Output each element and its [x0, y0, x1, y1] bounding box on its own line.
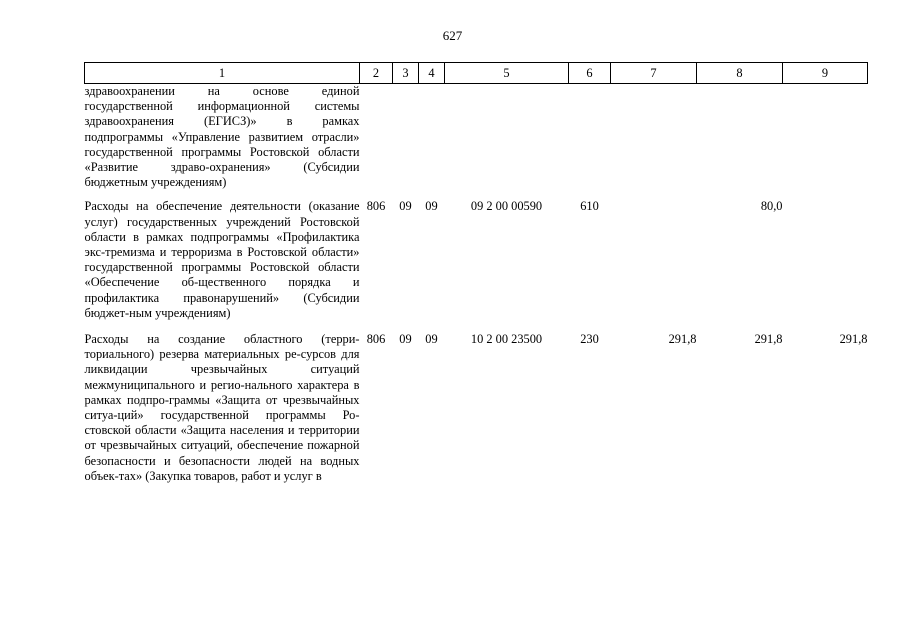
cell-ministry: 806 — [366, 332, 386, 347]
cell-ministry: 806 — [366, 199, 386, 214]
header-col-9: 9 — [783, 63, 868, 84]
header-col-8: 8 — [697, 63, 783, 84]
cell-amount-col7: 291,8 — [668, 332, 697, 347]
cell-section — [393, 84, 419, 200]
header-col-6: 6 — [569, 63, 611, 84]
row-description: Расходы на создание областного (терри-ториального) резерва материальных ре-сурсов для ликвидации чрезвычайных ситуаций межмуниципального и регио-нального характера в рамках подпро-граммы «Защита от чрезвычайных ситуа-ций» государственной программы Ро-стовской области «Защита населения и территории от чрезвычайных ситуаций, обеспечение пожарной безопасности и безопасности людей на водных объек-тах» (Закупка товаров, работ и услуг в — [84, 332, 360, 483]
cell-amount-col9: 291,8 — [839, 332, 868, 347]
header-row — [85, 63, 868, 84]
cell-amount-col7 — [611, 84, 697, 200]
header-col-2: 2 — [360, 63, 393, 84]
page-number: 627 — [442, 28, 463, 43]
header-col-5: 5 — [445, 63, 569, 84]
cell-subsection: 09 — [425, 332, 438, 347]
cell-amount-col9 — [783, 84, 868, 200]
cell-subsection — [419, 84, 445, 200]
cell-section: 09 — [399, 332, 412, 347]
cell-target-code: 10 2 00 23500 — [470, 332, 543, 347]
header-col-7: 7 — [611, 63, 697, 84]
cell-section: 09 — [399, 199, 412, 214]
table-row — [85, 84, 868, 200]
header-col-1: 1 — [85, 63, 360, 84]
cell-amount-col8 — [697, 84, 783, 200]
cell-target-code — [445, 84, 569, 200]
cell-amount-col8: 80,0 — [760, 199, 783, 214]
row-description: Расходы на обеспечение деятельности (оказание услуг) государственных учреждений Ростовской области в рамках подпрограммы «Профилактика экс-тремизма и терроризма в Ростовской области» государственной программы Ростовской области «Обеспечение об-щественного порядка и профилактика правонарушений» (Субсидии бюджет-ным учреждениям) — [84, 199, 360, 320]
header-col-4: 4 — [419, 63, 445, 84]
cell-subsection: 09 — [425, 199, 438, 214]
cell-amount-col8: 291,8 — [754, 332, 783, 347]
budget-table — [84, 62, 868, 484]
cell-expense-type: 610 — [580, 199, 599, 214]
table-row — [85, 199, 868, 332]
cell-expense-type — [569, 84, 611, 200]
cell-amount-col9 — [783, 199, 868, 332]
row-description: здравоохранении на основе единой государственной информационной системы здравоохранения (ЕГИСЗ)» в рамках подпрограммы «Управление развитием отрасли» государственной программы Ростовской области «Развитие здраво-охранения» (Субсидии бюджетным учреждениям) — [84, 84, 360, 190]
cell-amount-col7 — [611, 199, 697, 332]
header-col-3: 3 — [393, 63, 419, 84]
table-row — [85, 332, 868, 484]
cell-expense-type: 230 — [580, 332, 599, 347]
cell-ministry — [360, 84, 393, 200]
cell-target-code: 09 2 00 00590 — [470, 199, 543, 214]
